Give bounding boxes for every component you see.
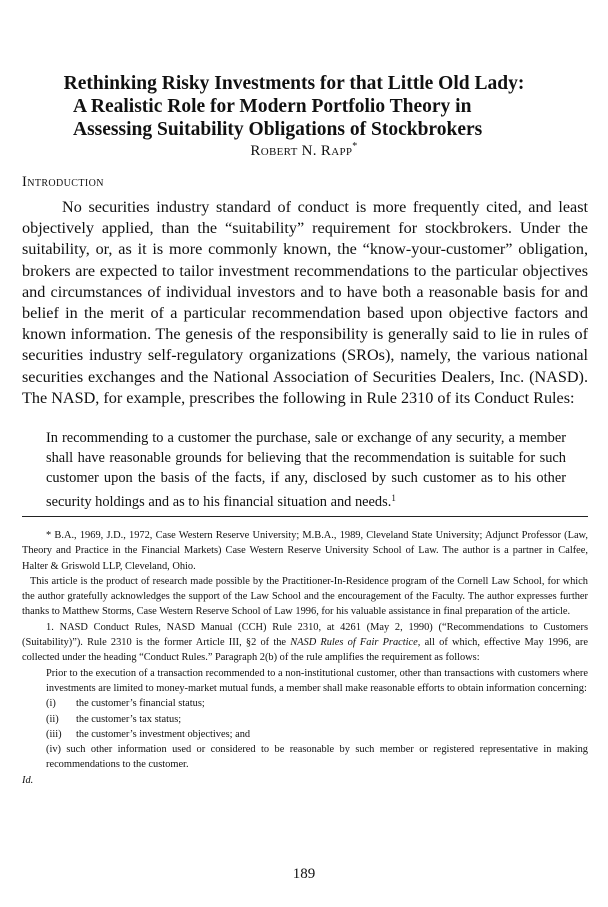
page-number: 189 [292,866,316,882]
footnote-divider [22,516,588,517]
title-line-1: Rethinking Risky Investments for that Little Old Lady: [63,73,525,94]
quote-text: In recommending to a customer the purchase, sale or exchange of any security, a member shall have reasonable grounds for believing that the recommendation is suitable for such customer upon the basis of the facts, if any, disclosed by such customer as to his other security holdings and as to his financial situation and needs. [46,430,566,510]
body-text [22,197,588,409]
author-name: Robert N. Rapp [250,143,353,159]
article-title [40,72,570,141]
footnote-1-italic: NASD Rules of Fair Practice, [290,637,421,649]
list-item-number: (ii) [46,713,59,725]
author-footnote-mark: * [352,141,358,152]
list-item-text: the customer’s investment objectives; and [76,728,251,740]
footnote-star [22,528,588,574]
footnote-1-text-b: all of which, effective May 1996, are collected under the heading “Conduct Rules.” Paragraph 2(b) of the rule amplifies the requirement as follows: [22,637,588,664]
list-item-number: (iv) [46,744,62,756]
title-line-2: A Realistic Role for Modern Portfolio Theory in [73,96,472,117]
list-item-text: the customer’s financial status; [76,698,205,710]
footnote-block-intro: Prior to the execution of a transaction recommended to a non-institutional customer, other than transactions with customers where investments are limited to money-market mutual funds, a member shall make reasonable efforts to obtain information concerning: [46,667,588,694]
id-citation [22,773,588,788]
footnote-ref-1: 1 [391,493,396,503]
footnote-1-mark: 1. [46,621,54,633]
list-item [46,727,588,742]
list-item-text: such other information used or considered to be reasonable by such member or registered representative in making recommendations to the customer. [46,744,588,771]
author-byline [0,141,608,160]
list-item [46,712,588,727]
list-item-number: (i) [46,698,56,710]
footnote-1-text-a: NASD Conduct Rules, NASD Manual (CCH) Rule 2310, at 4261 (May 2, 1990) (“Recommendations to Customers (Suitability)”). Rule 2310 is the former Article III, §2 of the [22,621,588,649]
list-item-number: (iii) [46,728,62,740]
footnote-star-mark: * [46,530,52,541]
footnotes [22,528,588,788]
body-paragraph: No securities industry standard of conduct is more frequently cited, and least objectively applied, than the “suitability” requirement for stockbrokers. Under the suitability, or, as it is more commonly known, the “know-your-customer” obligation, brokers are expected to tailor investment recommendations to the particular objectives and circumstances of individual investors and to have both a reasonable basis for and belief in the merit of a particular recommendation based upon objective factors and known information. The genesis of the responsibility is generally said to lie in rules of securities industry self-regulatory organizations (SROs), namely, the various national securities exchanges and the National Association of Securities Dealers, Inc. (NASD). The NASD, for example, prescribes the following in Rule 2310 of its Conduct Rules: [22,198,588,407]
list-item-text: the customer’s tax status; [76,713,182,725]
id-citation-text: Id. [22,774,34,786]
footnote-1 [22,620,588,666]
footnote-star-continued: This article is the product of research made possible by the Practitioner-In-Residence program of the Cornell Law School, for which the author gratefully acknowledges the support of the Law School and the encouragement of the Faculty. The author expresses further thanks to Matthew Storms, Case Western Reserve School of Law 1996, for his valuable assistance in final preparation of the article. [22,575,588,618]
list-item [46,696,588,711]
block-quote [46,428,566,512]
section-heading: Introduction [22,174,104,190]
title-line-3: Assessing Suitability Obligations of Stockbrokers [73,119,483,140]
list-item [46,742,588,773]
footnote-star-text: B.A., 1969, J.D., 1972, Case Western Reserve University; M.B.A., 1989, Cleveland State University; Adjunct Professor (Law, Theory and Practice in the Financial Markets) Case Western Reserve University School of Law. The author is a partner in Calfee, Halter & Griswold LLP, Cleveland, Ohio. [22,530,588,572]
